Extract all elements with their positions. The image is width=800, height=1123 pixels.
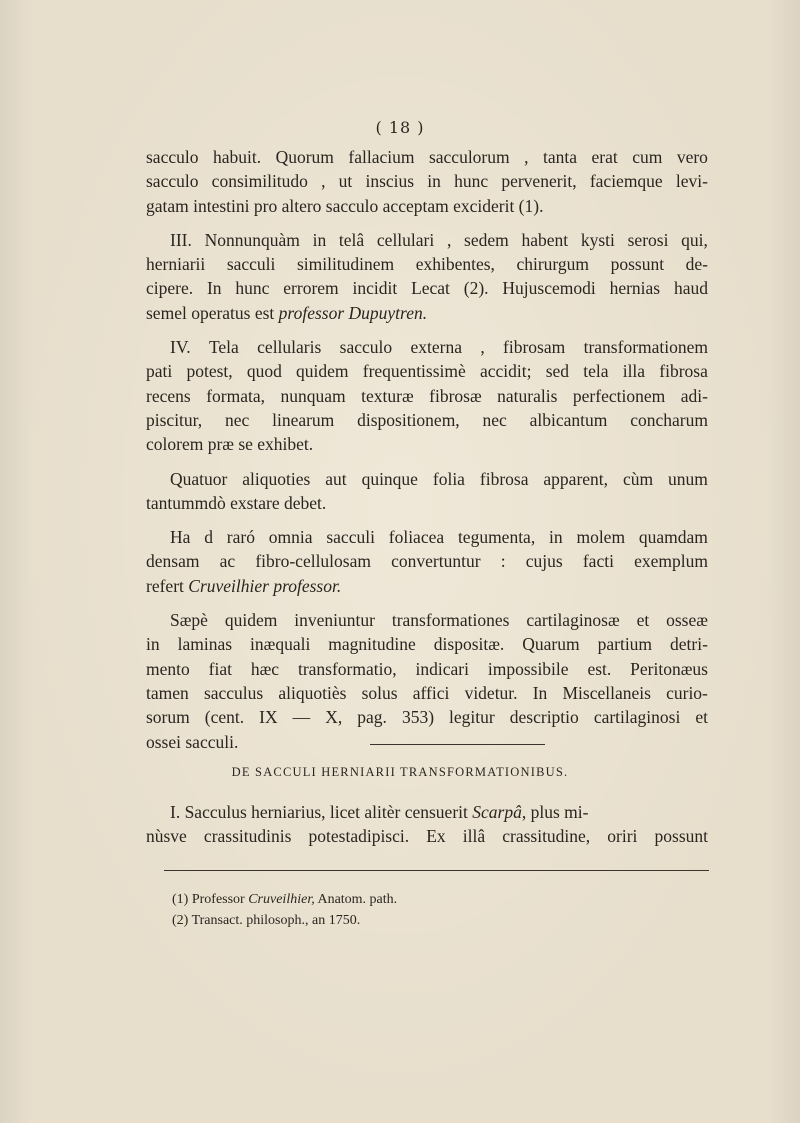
word: habent — [521, 229, 569, 250]
word: magnitudine — [328, 634, 416, 655]
footnote-rule — [164, 870, 709, 871]
word: inveniuntur — [294, 610, 375, 631]
text-line — [146, 408, 708, 432]
paragraph-quatuor — [146, 467, 708, 516]
word: haud — [673, 278, 708, 299]
word: in — [146, 634, 160, 655]
word: in — [427, 171, 441, 192]
section-line-suffix: , plus mi- — [521, 802, 589, 822]
text-line — [146, 730, 708, 754]
word: et — [636, 610, 650, 631]
word: dispositæ. — [433, 634, 505, 655]
word: Ha — [170, 527, 191, 548]
word: crassitudine, — [502, 826, 591, 847]
word: aliquoties — [242, 468, 311, 489]
footnote-1 — [172, 889, 397, 910]
word: laminas — [177, 634, 233, 655]
word: In — [532, 682, 548, 703]
word: sacculorum — [428, 147, 510, 167]
word: hernias — [609, 278, 661, 299]
footnote-2 — [172, 910, 397, 931]
word: transformationes — [391, 610, 510, 631]
text-line — [146, 491, 708, 515]
word: Quorum — [275, 147, 334, 167]
text-line — [146, 359, 708, 383]
word: incidit — [352, 278, 398, 299]
word: sedem — [464, 229, 509, 250]
word: foliacea — [388, 527, 445, 548]
word: hæc — [250, 658, 280, 679]
text-line-content: ossei sacculi. — [146, 731, 239, 752]
word: tela — [583, 361, 609, 382]
word: nec — [224, 409, 250, 430]
word: crassitudinis — [203, 826, 292, 847]
text-line — [146, 169, 708, 193]
section-text — [146, 800, 708, 849]
word: kysti — [580, 229, 615, 250]
text-line-content: colorem præ se exhibet. — [146, 434, 314, 455]
word: IV. — [170, 337, 191, 358]
section-divider — [370, 744, 545, 745]
word: fibrosa — [659, 361, 708, 382]
word: nec — [482, 409, 507, 430]
word: 353) — [401, 707, 435, 728]
word: illâ — [462, 826, 486, 847]
word: partium — [597, 634, 653, 655]
text-line — [146, 432, 708, 456]
section-heading: DE SACCULI HERNIARII TRANSFORMATIONIBUS. — [231, 765, 569, 779]
word: frequentissimè — [362, 361, 466, 382]
word: quinque — [361, 468, 418, 489]
word: In — [206, 278, 222, 299]
word: et — [695, 707, 708, 728]
word: telâ — [338, 229, 365, 250]
word: accidit; — [479, 361, 532, 382]
word: , — [446, 229, 452, 250]
word: pervenerit, — [501, 171, 577, 192]
paragraph-iv — [146, 335, 708, 456]
word: III. — [170, 229, 192, 250]
word: pati — [146, 361, 173, 382]
word: faciemque — [589, 171, 663, 192]
word: hunc — [454, 171, 489, 192]
paragraph-haud — [146, 525, 708, 598]
word: cujus — [525, 551, 563, 572]
word: unum — [668, 468, 708, 489]
word: transformatio, — [297, 658, 397, 679]
word: fibrosam — [503, 337, 566, 358]
word: osseæ — [666, 610, 708, 631]
word: erat — [591, 147, 618, 167]
text-line-content: gatam intestini pro altero sacculo acceptam exciderit (1). — [146, 195, 544, 216]
word: albicantum — [529, 409, 608, 430]
word: apparent, — [543, 468, 609, 489]
text-line — [146, 335, 708, 359]
word: tegumenta, — [457, 527, 536, 548]
footnote-marker: (2) — [172, 913, 189, 928]
word: (2). — [463, 278, 489, 299]
text-line — [146, 608, 708, 632]
section-line-prefix: I. Sacculus herniarius, licet alitèr censuerit — [170, 802, 468, 822]
text-line — [146, 824, 708, 848]
word: ac — [219, 551, 236, 572]
word: dispositionem, — [357, 409, 460, 430]
word: folia — [432, 468, 465, 489]
word: Nonnunquàm — [204, 229, 300, 250]
word: formata, — [206, 385, 265, 406]
word: detri- — [670, 634, 708, 655]
word: solus — [361, 682, 398, 703]
word: inscius — [365, 171, 415, 192]
word: Peritonæus — [630, 658, 708, 679]
word: tanta — [542, 147, 577, 167]
word: tamen — [146, 682, 189, 703]
word: inæquali — [250, 634, 311, 655]
word: potest, — [186, 361, 233, 382]
word: fibrosa — [479, 468, 529, 489]
main-text — [146, 145, 708, 764]
word: impossibile — [487, 658, 569, 679]
paragraph-saepe — [146, 608, 708, 754]
word: recens — [146, 385, 191, 406]
word: consimilitudo — [211, 171, 308, 192]
text-line — [146, 657, 708, 681]
word: sacculus — [203, 682, 264, 703]
word: serosi — [627, 229, 669, 250]
word: similitudinem — [296, 254, 395, 275]
word: pag. — [357, 707, 387, 728]
word: quod — [246, 361, 282, 382]
word: naturalis — [497, 385, 558, 406]
word: sorum — [146, 707, 190, 728]
word: convertuntur — [391, 551, 481, 572]
word: aut — [325, 468, 347, 489]
paragraph-1 — [146, 145, 708, 218]
word: possunt — [610, 254, 665, 275]
text-line — [146, 467, 708, 491]
word: transformationem — [583, 337, 708, 358]
word: texturæ — [361, 385, 414, 406]
word: linearum — [272, 409, 335, 430]
word: piscitur, — [146, 409, 203, 430]
footnote-suffix: Anatom. path. — [317, 892, 398, 907]
text-line — [146, 525, 708, 549]
word: sed — [545, 361, 570, 382]
word: densam — [146, 551, 200, 572]
text-line — [146, 549, 708, 573]
word: cum — [632, 147, 663, 167]
text-line — [146, 800, 708, 824]
word: externa — [410, 337, 462, 358]
word: mento — [146, 658, 190, 679]
word: habuit. — [212, 147, 262, 167]
word: Ex — [426, 826, 446, 847]
word: illa — [622, 361, 646, 382]
word: Hujuscemodi — [502, 278, 596, 299]
word: — — [292, 707, 311, 728]
word: descriptio — [509, 707, 579, 728]
word: quidem — [296, 361, 349, 382]
word: aliquotiès — [278, 682, 347, 703]
text-line — [146, 705, 708, 729]
word: quamdam — [638, 527, 708, 548]
word: , — [524, 147, 529, 167]
word: , — [480, 337, 485, 358]
word: fibrosæ — [429, 385, 482, 406]
word: videtur. — [464, 682, 518, 703]
word: de- — [685, 254, 708, 275]
text-line — [146, 276, 708, 300]
text-line-content: semel operatus est — [146, 302, 275, 323]
word: Miscellaneis — [562, 682, 651, 703]
text-line — [146, 145, 708, 169]
paragraph-iii — [146, 228, 708, 325]
word: exemplum — [634, 551, 708, 572]
word: sacculi — [226, 254, 276, 275]
italic-name: professor Dupuytren. — [278, 302, 428, 323]
italic-name: Cruveilhier professor. — [188, 575, 342, 596]
word: quidem — [224, 610, 278, 631]
word: hunc — [235, 278, 270, 299]
word: oriri — [607, 826, 638, 847]
text-line — [146, 252, 708, 276]
text-line — [146, 384, 708, 408]
word: fallacium — [348, 147, 415, 167]
text-line-content: refert — [146, 575, 184, 596]
word: IX — [259, 707, 278, 728]
word: nunquam — [280, 385, 346, 406]
word: errorem — [283, 278, 339, 299]
text-line — [146, 574, 708, 598]
word: indicari — [415, 658, 469, 679]
word: sacculo — [146, 171, 199, 192]
word: in — [312, 229, 327, 250]
word: cartilaginosæ — [526, 610, 620, 631]
text-line — [146, 632, 708, 656]
word: adi- — [680, 385, 708, 406]
footnote-marker: (1) — [172, 892, 189, 907]
text-line — [146, 301, 708, 325]
word: exhibentes, — [415, 254, 495, 275]
word: d — [204, 527, 213, 548]
word: qui, — [681, 229, 708, 250]
word: facti — [582, 551, 614, 572]
footnote-prefix: Transact. philosoph., an 1750. — [191, 913, 361, 928]
word: nùsve — [146, 826, 187, 847]
word: affici — [412, 682, 450, 703]
word: est. — [587, 658, 612, 679]
word: in — [549, 527, 563, 548]
word: cellulari — [376, 229, 435, 250]
footnotes — [172, 889, 397, 931]
word: cellularis — [257, 337, 322, 358]
word: Quatuor — [170, 468, 228, 489]
word: herniarii — [146, 254, 206, 275]
word: Tela — [208, 337, 239, 358]
word: perfectionem — [572, 385, 666, 406]
word: cùm — [622, 468, 654, 489]
word: potestadipisci. — [308, 826, 410, 847]
word: chirurgum — [516, 254, 590, 275]
word: sacculo — [339, 337, 393, 358]
word: omnia — [268, 527, 313, 548]
word: concharum — [630, 409, 708, 430]
word: levi- — [675, 171, 708, 192]
word: molem — [576, 527, 626, 548]
italic-name: Scarpâ — [472, 802, 522, 822]
word: X, — [325, 707, 343, 728]
word: sacculi — [326, 527, 375, 548]
word: raró — [226, 527, 255, 548]
word: cipere. — [146, 278, 194, 299]
text-line — [146, 194, 708, 218]
word: curio- — [666, 682, 708, 703]
word: , — [321, 171, 326, 192]
word: Sæpè — [170, 610, 208, 631]
word: : — [500, 551, 506, 572]
text-line-content — [170, 800, 588, 824]
word: sacculo — [146, 147, 199, 167]
text-line-content: tantummdò exstare debet. — [146, 492, 327, 513]
footnote-prefix: Professor — [191, 892, 245, 907]
word: (cent. — [204, 707, 245, 728]
word: cartilaginosi — [593, 707, 681, 728]
word: possunt — [654, 826, 708, 847]
word: Quarum — [522, 634, 580, 655]
text-line — [146, 228, 708, 252]
text-line — [146, 681, 708, 705]
word: legitur — [449, 707, 495, 728]
footnote-italic: Cruveilhier, — [248, 892, 315, 907]
word: fibro-cellulosam — [255, 551, 371, 572]
word: vero — [676, 147, 708, 167]
word: fiat — [208, 658, 232, 679]
word: Lecat — [411, 278, 450, 299]
word: ut — [338, 171, 353, 192]
page-number: ( 18 ) — [375, 118, 425, 137]
